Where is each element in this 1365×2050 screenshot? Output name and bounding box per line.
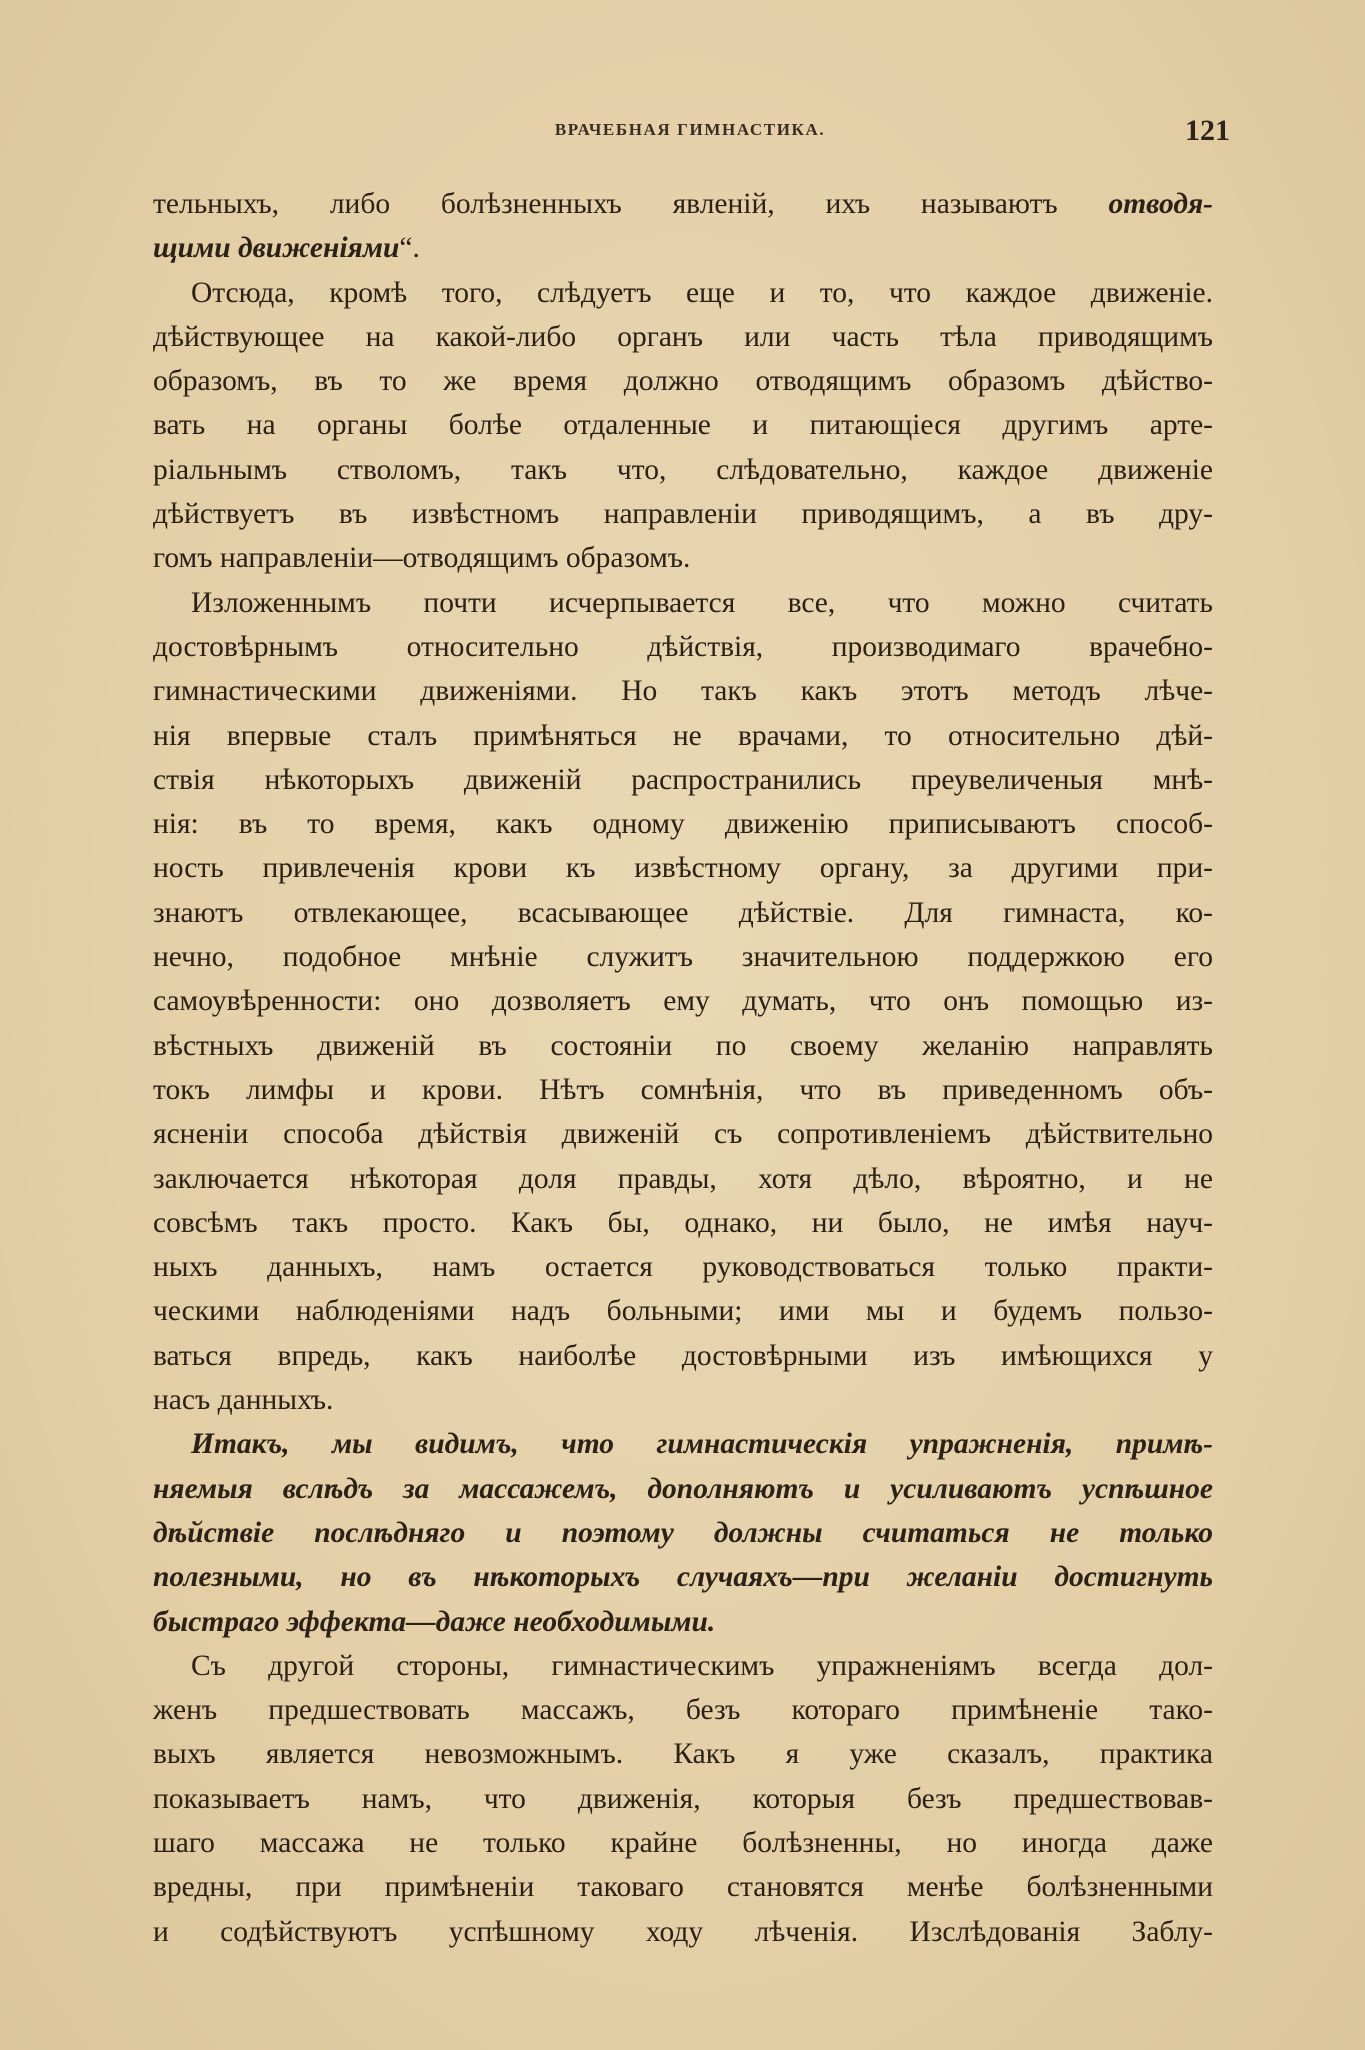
text-line [153, 1865, 1213, 1909]
text-line [153, 1600, 1213, 1644]
text-line [153, 1821, 1213, 1865]
text-line [153, 669, 1213, 713]
line-text: ваться впредь, какъ наиболѣе достовѣрными изъ имѣющихся у [153, 1339, 1213, 1372]
text-line [153, 1245, 1213, 1289]
line-text: достовѣрнымъ относительно дѣйствія, производимаго врачебно- [153, 630, 1213, 663]
text-line [153, 1289, 1213, 1333]
text-line [153, 1467, 1213, 1511]
line-text: показываетъ намъ, что движенія, которыя безъ предшествовав- [153, 1782, 1213, 1815]
text-line [153, 1112, 1213, 1156]
text-line [153, 1688, 1213, 1732]
text-line [153, 1024, 1213, 1068]
line-text: нія впервые сталъ примѣняться не врачами, то относительно дѣй- [153, 719, 1213, 752]
text-line [153, 979, 1213, 1023]
emphasized-text: быстраго эффекта—даже необходимыми. [153, 1605, 716, 1638]
text-line [153, 1910, 1213, 1954]
text-line [153, 714, 1213, 758]
emphasized-text: щими движеніями [153, 232, 400, 265]
line-text: знаютъ отвлекающее, всасывающее дѣйствіе. Для гимнаста, ко- [153, 896, 1213, 929]
text-line [153, 1777, 1213, 1821]
text-line [153, 1378, 1213, 1422]
line-text: вѣстныхъ движеній въ состояніи по своему желанію направлять [153, 1029, 1213, 1062]
line-text: насъ данныхъ. [153, 1384, 334, 1417]
text-line [153, 581, 1213, 625]
text-line [153, 315, 1213, 359]
line-text: “. [399, 232, 420, 265]
line-text: ность привлеченія крови къ извѣстному органу, за другими при- [153, 852, 1213, 885]
line-text: Изложеннымъ почти исчерпывается все, что можно считать [191, 586, 1213, 619]
line-text: совсѣмъ такъ просто. Какъ бы, однако, ни было, не имѣя науч- [153, 1206, 1213, 1239]
line-text: нія: въ то время, какъ одному движенію приписываютъ способ- [153, 808, 1213, 841]
line-text: Отсюда, кромѣ того, слѣдуетъ еще и то, что каждое движеніе. [191, 276, 1213, 309]
emphasized-text: няемыя вслѣдъ за массажемъ, дополняютъ и усиливаютъ успѣшное [153, 1472, 1213, 1505]
text-line [153, 625, 1213, 669]
line-text: дѣйствующее на какой-либо органъ или часть тѣла приводящимъ [153, 320, 1213, 353]
line-text: ріальнымъ стволомъ, такъ что, слѣдовательно, каждое движеніе [153, 453, 1213, 486]
running-title: ВРАЧЕБНАЯ ГИМНАСТИКА. [554, 120, 826, 139]
line-text: шаго массажа не только крайне болѣзненны, но иногда даже [153, 1826, 1213, 1859]
text-line [153, 1334, 1213, 1378]
text-line [153, 1511, 1213, 1555]
text-line [153, 846, 1213, 890]
text-line [153, 1555, 1213, 1599]
page-header [150, 114, 1230, 150]
line-text: заключается нѣкоторая доля правды, хотя дѣло, вѣроятно, и не [153, 1162, 1213, 1195]
emphasized-text: Итакъ, мы видимъ, что гимнастическія упражненія, примѣ- [191, 1428, 1213, 1461]
emphasized-text: отводя- [1108, 188, 1213, 220]
line-text: выхъ является невозможнымъ. Какъ я уже сказалъ, практика [153, 1738, 1213, 1771]
text-line [153, 758, 1213, 802]
text-line [153, 403, 1213, 447]
text-line [153, 891, 1213, 935]
text-line [153, 1201, 1213, 1245]
line-text: гимнастическими движеніями. Но такъ какъ этотъ методъ лѣче- [153, 675, 1213, 708]
text-line [153, 536, 1213, 580]
line-text: ясненіи способа дѣйствія движеній съ сопротивленіемъ дѣйствительно [153, 1118, 1213, 1151]
line-text: ныхъ данныхъ, намъ остается руководствоваться только практи- [153, 1251, 1213, 1284]
line-text: дѣйствуетъ въ извѣстномъ направленіи приводящимъ, а въ дру- [153, 498, 1213, 531]
line-text: тельныхъ, либо болѣзненныхъ явленій, ихъ называютъ [153, 188, 1109, 220]
line-text: женъ предшествовать массажъ, безъ котораго примѣненіе тако- [153, 1694, 1213, 1727]
line-text: токъ лимфы и крови. Нѣтъ сомнѣнія, что въ приведенномъ объ- [153, 1073, 1213, 1106]
text-line [153, 1732, 1213, 1776]
text-line [153, 226, 1213, 270]
text-line [153, 271, 1213, 315]
emphasized-text: дѣйствіе послѣдняго и поэтому должны считаться не только [153, 1516, 1213, 1549]
body-text [153, 182, 1213, 1954]
line-text: ствія нѣкоторыхъ движеній распространились преувеличеныя мнѣ- [153, 763, 1213, 796]
line-text: вредны, при примѣненіи таковаго становятся менѣе болѣзненными [153, 1871, 1213, 1904]
line-text: Съ другой стороны, гимнастическимъ упражненіямъ всегда дол- [191, 1649, 1213, 1682]
text-line [153, 1422, 1213, 1466]
line-text: и содѣйствуютъ успѣшному ходу лѣченія. Изслѣдованія Заблу- [153, 1915, 1213, 1948]
text-line [153, 182, 1213, 226]
text-line [153, 359, 1213, 403]
line-text: нечно, подобное мнѣніе служитъ значительною поддержкою его [153, 941, 1213, 974]
line-text: самоувѣренности: оно дозволяетъ ему думать, что онъ помощью из- [153, 985, 1213, 1018]
text-line [153, 935, 1213, 979]
text-line [153, 448, 1213, 492]
emphasized-text: полезными, но въ нѣкоторыхъ случаяхъ—при желаніи достигнуть [153, 1561, 1213, 1594]
text-line [153, 492, 1213, 536]
line-text: образомъ, въ то же время должно отводящимъ образомъ дѣйство- [153, 365, 1213, 398]
line-text: гомъ направленіи—отводящимъ образомъ. [153, 542, 691, 575]
text-line [153, 1644, 1213, 1688]
page-number: 121 [1185, 114, 1230, 147]
text-line [153, 802, 1213, 846]
text-line [153, 1157, 1213, 1201]
text-line [153, 1068, 1213, 1112]
line-text: ческими наблюденіями надъ больными; ими мы и будемъ пользо- [153, 1295, 1213, 1328]
line-text: вать на органы болѣе отдаленные и питающіеся другимъ арте- [153, 409, 1213, 442]
